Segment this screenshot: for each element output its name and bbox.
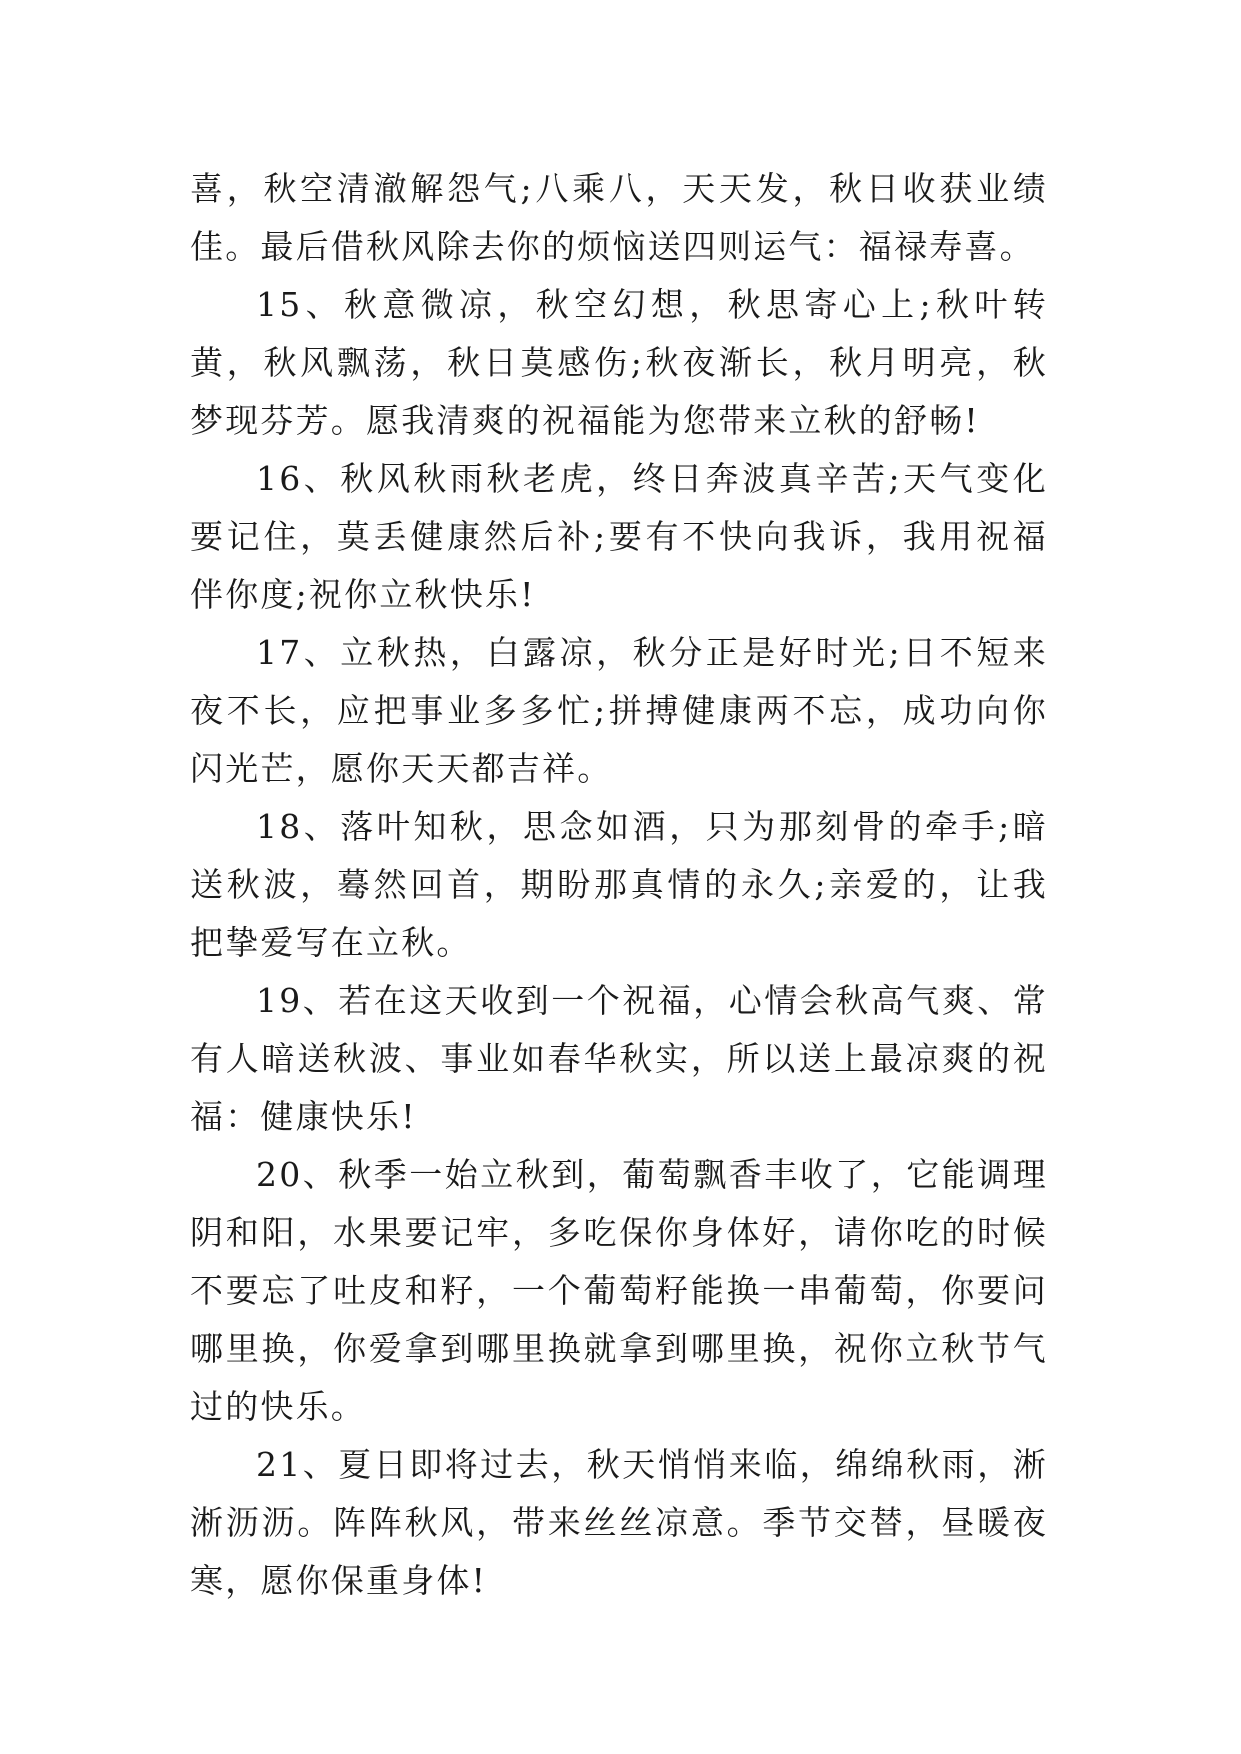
paragraph-17: 17、立秋热，白露凉，秋分正是好时光;日不短来夜不长，应把事业多多忙;拼搏健康两不忘，成功向你闪光芒，愿你天天都吉祥。	[190, 633, 1048, 788]
paragraph-19: 19、若在这天收到一个祝福，心情会秋高气爽、常有人暗送秋波、事业如春华秋实，所以送上最凉爽的祝福：健康快乐!	[190, 981, 1048, 1136]
paragraph-20: 20、秋季一始立秋到，葡萄飘香丰收了，它能调理阴和阳，水果要记牢，多吃保你身体好，请你吃的时候不要忘了吐皮和籽，一个葡萄籽能换一串葡萄，你要问哪里换，你爱拿到哪里换就拿到哪里换，祝你立秋节气过的快乐。	[190, 1155, 1048, 1426]
paragraph-16: 16、秋风秋雨秋老虎，终日奔波真辛苦;天气变化要记住，莫丢健康然后补;要有不快向我诉，我用祝福伴你度;祝你立秋快乐!	[190, 459, 1048, 614]
paragraph-15: 15、秋意微凉，秋空幻想，秋思寄心上;秋叶转黄，秋风飘荡，秋日莫感伤;秋夜渐长，秋月明亮，秋梦现芬芳。愿我清爽的祝福能为您带来立秋的舒畅!	[190, 285, 1048, 440]
paragraph-continuation: 喜，秋空清澈解怨气;八乘八，天天发，秋日收获业绩佳。最后借秋风除去你的烦恼送四则运气：福禄寿喜。	[190, 169, 1048, 266]
document-body	[190, 160, 1048, 1610]
paragraph-18: 18、落叶知秋，思念如酒，只为那刻骨的牵手;暗送秋波，蓦然回首，期盼那真情的永久;亲爱的，让我把挚爱写在立秋。	[190, 807, 1048, 962]
paragraph-21: 21、夏日即将过去，秋天悄悄来临，绵绵秋雨，淅淅沥沥。阵阵秋风，带来丝丝凉意。季节交替，昼暖夜寒，愿你保重身体!	[190, 1445, 1048, 1600]
